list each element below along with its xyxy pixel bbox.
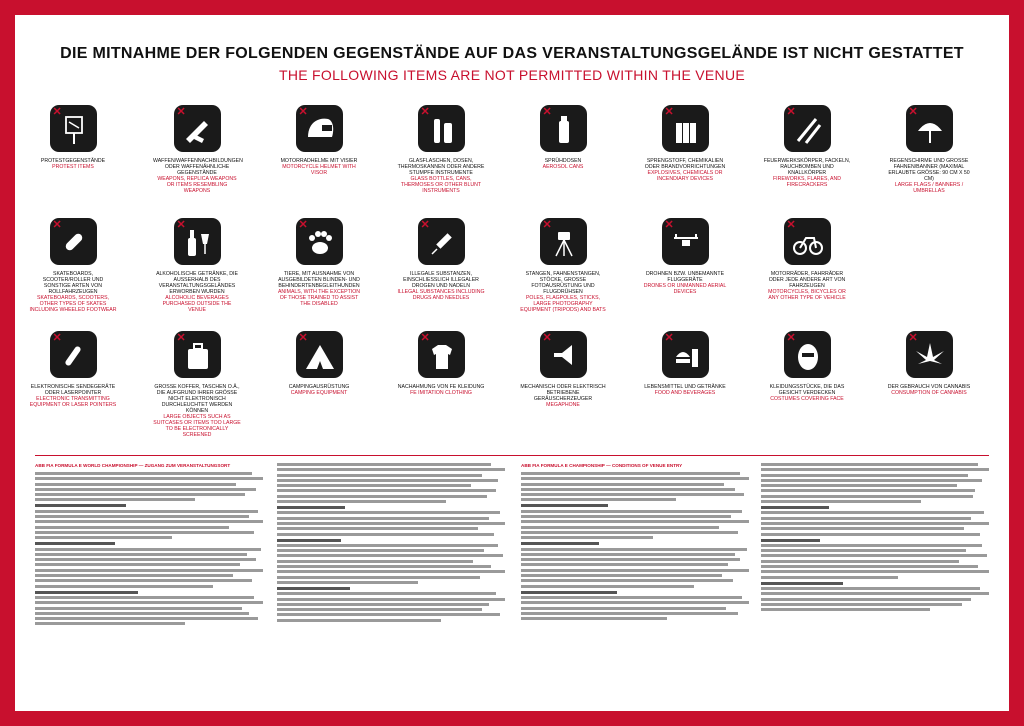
item-drugs xyxy=(397,218,485,328)
item-helmet xyxy=(275,105,363,215)
camera-tripod-icon: ✕ xyxy=(540,218,587,265)
terms-heading-en: ABB FIA FORMULA E CHAMPIONSHIP — CONDITIONS OF VENUE ENTRY xyxy=(521,463,683,468)
item-label-en: ILLEGAL SUBSTANCES INCLUDING DRUGS AND NEEDLES xyxy=(397,289,485,301)
item-label-en: MEGAPHONE xyxy=(546,402,580,408)
terms-column-en-1 xyxy=(521,463,749,698)
item-label-en: POLES, FLAGPOLES, STICKS, LARGE PHOTOGRAPHY EQUIPMENT (TRIPODS) AND BATS xyxy=(520,295,606,313)
terms-column-de-2 xyxy=(277,463,505,698)
item-label-en: FE IMITATION CLOTHING xyxy=(410,390,472,396)
item-label-de: WAFFEN/WAFFENNACHBILDUNGEN ODER WAFFENÄHNLICHE GEGENSTÄNDE xyxy=(153,158,243,176)
item-label-de: KLEIDUNGSSTÜCKE, DIE DAS GESICHT VERDECKEN xyxy=(769,384,845,396)
item-food xyxy=(641,331,729,441)
suitcase-icon: ✕ xyxy=(174,331,221,378)
item-label-en: FIREWORKS, FLARES, AND FIRECRACKERS xyxy=(772,176,842,188)
title-english: THE FOLLOWING ITEMS ARE NOT PERMITTED WITHIN THE VENUE xyxy=(278,67,746,83)
item-megaphone xyxy=(519,331,607,441)
item-label-de: SPRENGSTOFF, CHEMIKALIEN ODER BRANDVORRICHTUNGEN xyxy=(644,158,726,170)
item-label-en: DRONES OR UNMANNED AERIAL DEVICES xyxy=(643,283,727,295)
skateboard-icon: ✕ xyxy=(50,218,97,265)
item-fireworks xyxy=(763,105,851,215)
tent-icon: ✕ xyxy=(296,331,343,378)
item-label-en: ANIMALS, WITH THE EXCEPTION OF THOSE TRAINED TO ASSIST THE DISABLED xyxy=(277,289,361,307)
glass-bottles-icon: ✕ xyxy=(418,105,465,152)
item-label-de: CAMPINGAUSRÜSTUNG xyxy=(288,384,350,390)
spray-can-icon: ✕ xyxy=(540,105,587,152)
poster-sheet xyxy=(15,15,1009,711)
umbrella-icon: ✕ xyxy=(906,105,953,152)
title-german: DIE MITNAHME DER FOLGENDEN GEGENSTÄNDE AUF DAS VERANSTALTUNGSGELÄNDE IST NICHT GESTATTET xyxy=(60,45,964,62)
item-skateboard xyxy=(29,218,117,328)
item-animals xyxy=(275,218,363,328)
item-label-de: DER GEBRAUCH VON CANNABIS xyxy=(887,384,971,390)
item-label-en: SKATEBOARDS, SCOOTERS, OTHER TYPES OF SKATES INCLUDING WHEELED FOOTWEAR xyxy=(29,295,117,313)
item-label-de: STANGEN, FAHNENSTANGEN, STÖCKE, GROSSE FOTOAUSRÜSTUNG UND FLUGDRÜHSEN xyxy=(525,271,601,295)
cannabis-icon: ✕ xyxy=(906,331,953,378)
alcohol-icon: ✕ xyxy=(174,218,221,265)
item-suitcase xyxy=(153,331,241,441)
terms-heading-de: ABB FIA FORMULA E WORLD CHAMPIONSHIP — ZUGANG ZUM VERANSTALTUNGSORT xyxy=(35,463,231,468)
item-label-en: LARGE FLAGS / BANNERS / UMBRELLAS xyxy=(894,182,964,194)
animal-icon: ✕ xyxy=(296,218,343,265)
item-label-en: WEAPONS, REPLICA WEAPONS OR ITEMS RESEMBLING WEAPONS xyxy=(157,176,237,194)
item-label-de: MECHANISCH ODER ELEKTRISCH BETRIEBENE GERÄUSCHERZEUGER xyxy=(520,384,606,402)
item-imitation-clothing xyxy=(397,331,485,441)
items-row-1 xyxy=(23,105,1001,215)
item-alcohol xyxy=(153,218,241,328)
protest-sign-icon: ✕ xyxy=(50,105,97,152)
syringe-icon: ✕ xyxy=(418,218,465,265)
item-label-de: SPRÜHDOSEN xyxy=(544,158,582,164)
item-label-en: COSTUMES COVERING FACE xyxy=(770,396,844,402)
terms-column-de-1 xyxy=(35,463,263,698)
food-icon: ✕ xyxy=(662,331,709,378)
item-label-en: CONSUMPTION OF CANNABIS xyxy=(891,390,967,396)
item-label-en: CAMPING EQUIPMENT xyxy=(290,390,348,396)
items-row-2 xyxy=(23,218,1001,328)
item-explosives xyxy=(641,105,729,215)
section-divider xyxy=(35,455,989,456)
item-aerosol xyxy=(519,105,607,215)
item-label-de: GLASFLASCHEN, DOSEN, THERMOSKANNEN ODER ANDERE STUMPFE INSTRUMENTE xyxy=(397,158,485,176)
item-poles-tripods xyxy=(519,218,607,328)
terms-column-en-2 xyxy=(761,463,989,698)
weapons-icon: ✕ xyxy=(174,105,221,152)
terms-columns xyxy=(35,463,989,698)
item-protest xyxy=(29,105,117,215)
item-label-de: GROSSE KOFFER, TASCHEN O.Ä., DIE AUFGRUND IHRER GRÖSSE NICHT ELEKTRONISCH DURCHLEUCHTET WERDEN KÖNNEN xyxy=(154,384,240,414)
motorcycle-helmet-icon: ✕ xyxy=(296,105,343,152)
explosives-icon: ✕ xyxy=(662,105,709,152)
item-label-de: PROTESTGEGENSTÄNDE xyxy=(40,158,106,164)
item-label-de: FEUERWERKSKÖRPER, FACKELN, RAUCHBOMBEN UND KNALLKÖRPER xyxy=(763,158,851,176)
item-label-de: MOTORRADHELME MIT VISIER xyxy=(280,158,358,164)
item-label-en: MOTORCYCLES, BICYCLES OR ANY OTHER TYPE OF VEHICLE xyxy=(768,289,846,301)
item-label-en: GLASS BOTTLES, CANS, THERMOSES OR OTHER BLUNT INSTRUMENTS xyxy=(400,176,482,194)
item-label-de: ILLEGALE SUBSTANZEN, EINSCHLIESSLICH ILLEGALER DROGEN UND NADELN xyxy=(403,271,479,289)
item-drones xyxy=(641,218,729,328)
item-label-de: REGENSCHIRME UND GROSSE FAHNEN/BANNER (MAXIMAL ERLAUBTE GRÖSSE: 90 CM X 50 CM) xyxy=(888,158,970,182)
balaclava-icon: ✕ xyxy=(784,331,831,378)
drone-icon: ✕ xyxy=(662,218,709,265)
item-glass-bottles xyxy=(397,105,485,215)
item-label-de: NACHAHMUNG VON FE KLEIDUNG xyxy=(397,384,485,390)
item-vehicles xyxy=(763,218,851,328)
item-label-de: MOTORRÄDER, FAHRRÄDER ODER JEDE ANDERE ART VON FAHRZEUGEN xyxy=(768,271,846,289)
item-label-en: EXPLOSIVES, CHEMICALS OR INCENDIARY DEVICES xyxy=(647,170,723,182)
item-label-en: MOTORCYCLE HELMET WITH VISOR xyxy=(282,164,356,176)
item-label-de: SKATEBOARDS, SCOOTER/ROLLER UND SONSTIGE ARTEN VON ROLLFAHRZEUGEN xyxy=(42,271,104,295)
imitation-clothing-icon: ✕ xyxy=(418,331,465,378)
item-label-en: ALCOHOLIC BEVERAGES PURCHASED OUTSIDE THE VENUE xyxy=(162,295,232,313)
item-laser xyxy=(29,331,117,441)
item-label-de: TIERE, MIT AUSNAHME VON AUSGEBILDETEN BLINDEN- UND BEHINDERTENBEGLEITHUNDEN xyxy=(278,271,360,289)
fireworks-icon: ✕ xyxy=(784,105,831,152)
item-cannabis xyxy=(885,331,973,441)
item-weapons xyxy=(153,105,241,215)
item-label-en: PROTEST ITEMS xyxy=(52,164,94,170)
item-label-de: ALKOHOLISCHE GETRÄNKE, DIE AUSSERHALB DES VERANSTALTUNGSGELÄNDES ERWORBEN WURDEN xyxy=(156,271,238,295)
item-label-en: FOOD AND BEVERAGES xyxy=(654,390,716,396)
item-label-en: ELECTRONIC TRANSMITTING EQUIPMENT OR LASER POINTERS xyxy=(29,396,117,408)
megaphone-icon: ✕ xyxy=(540,331,587,378)
item-label-de: ELEKTRONISCHE SENDEGERÄTE ODER LASERPOINTER xyxy=(30,384,116,396)
items-row-3 xyxy=(23,331,1001,441)
item-face-covering xyxy=(763,331,851,441)
laser-pointer-icon: ✕ xyxy=(50,331,97,378)
item-label-en: LARGE OBJECTS SUCH AS SUITCASES OR ITEMS TOO LARGE TO BE ELECTRONICALLY SCREENED xyxy=(153,414,241,438)
bicycle-icon: ✕ xyxy=(784,218,831,265)
item-label-de: LEBENSMITTEL UND GETRÄNKE xyxy=(644,384,726,390)
item-label-en: AEROSOL CANS xyxy=(542,164,584,170)
item-umbrella xyxy=(885,105,973,215)
item-label-de: DROHNEN BZW. UNBEMANNTE FLUGGERÄTE xyxy=(645,271,725,283)
item-camping xyxy=(275,331,363,441)
